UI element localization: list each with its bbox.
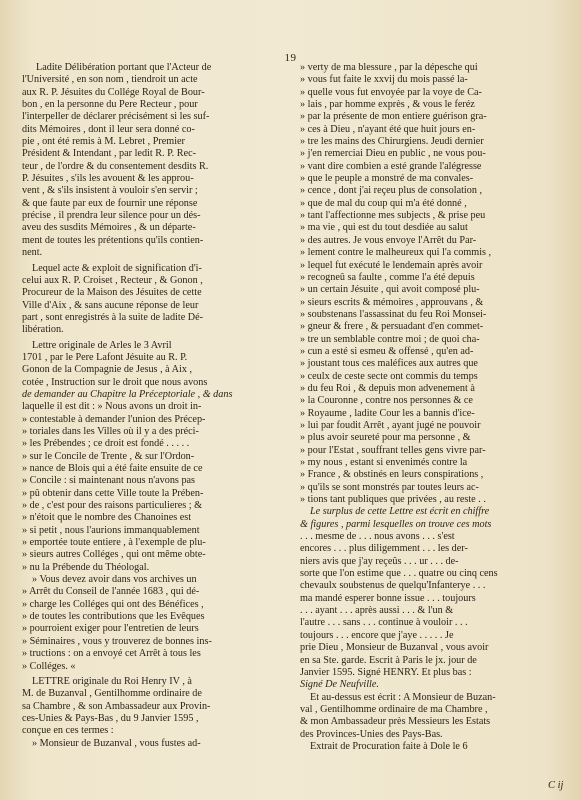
text-line: » Concile : si maintenant nous n'avons pas — [22, 475, 196, 487]
text-line: l'autre . . . sans . . . continue à vouloir . . . — [300, 617, 468, 629]
text-line: de demander au Chapitre la Préceptoriale , & dans — [22, 388, 233, 400]
text-line: » tions tant publiques que privées , au reste . . — [300, 494, 486, 506]
text-line: » lui par foudit Arrêt , ayant jugé ne pouvoir — [300, 419, 481, 431]
text-line: » joustant tous ces maléfices aux autres que — [300, 358, 478, 370]
text-line: » Colléges. « — [22, 660, 76, 672]
right-column — [300, 62, 570, 753]
text-line: & mon Ambassadeur près Messieurs les Estats — [300, 716, 491, 728]
text-line: P. Jésuites , s'ils les avouent & les approu- — [22, 173, 194, 185]
text-line: » par la présente de mon entiere guérison gra- — [300, 111, 487, 123]
text-line: » lais , par homme exprès , & vous le feréz — [300, 99, 475, 111]
text-line: » Séminaires , vous y trouverez de bonnes ins- — [22, 635, 212, 647]
text-line: nent. — [22, 247, 43, 259]
text-line: » un certain Jésuite , qui avoit composé plu- — [300, 284, 480, 296]
text-line: » sieurs autres Colléges , qui ont même obte- — [22, 549, 206, 561]
text-line: Ville d'Aix , & sans aucune réponse de leur — [22, 299, 199, 311]
text-line: Gonon de la Compagnie de Jesus , à Aix , — [22, 364, 193, 376]
text-line: Lequel acte & exploit de signification d'i- — [32, 262, 202, 274]
text-line: » Arrêt du Conseil de l'année 1683 , qui dé- — [22, 586, 200, 598]
signature-mark: C ij — [548, 780, 564, 791]
text-line: » lement contre le malheureux qui l'a commis , — [300, 247, 492, 259]
text-line: niers avis que j'ay reçeûs . . . ur . . . de- — [300, 555, 459, 567]
paragraph-acte — [22, 263, 288, 337]
text-line: » ma vie , qui est du tout desdiée au salut — [300, 222, 468, 234]
text-line: sorte que l'on estime que . . . quatre ou cinq cens — [300, 568, 498, 580]
text-line: » vant dire combien a esté grande l'alégresse — [300, 160, 482, 172]
text-line: bon , en la personne du Pere Recteur , pour — [22, 99, 198, 111]
text-line: LETTRE originale du Roi Henry IV , à — [32, 675, 192, 687]
text-line: précise , il prendra leur silence pour un dés- — [22, 210, 201, 222]
text-line: » cence , dont j'ai reçeu plus de consolation , — [300, 185, 483, 197]
text-line: Procureur de la Maison des Jésuites de cette — [22, 287, 202, 299]
text-line: » la Couronne , contre nos personnes & ce — [300, 395, 473, 407]
text-line: » j'en remerciai Dieu en public , ne vous pou- — [300, 148, 486, 160]
text-line: » Monsieur de Buzanval , vous fustes ad- — [32, 737, 201, 749]
text-line: » France , & obstinés en leurs conspirations , — [300, 469, 484, 481]
text-line: 1701 , par le Pere Lafont Jésuite au R. P. — [22, 351, 188, 363]
text-line: Extrait de Procuration faite à Dole le 6 — [310, 740, 468, 752]
paragraph-procuration — [300, 741, 570, 753]
text-line: » pourroient exiger pour l'entretien de leurs — [22, 623, 199, 635]
text-line: & que faute par eux de fournir une réponse — [22, 197, 198, 209]
text-line: val , Gentilhomme ordinaire de ma Chambre , — [300, 703, 488, 715]
text-line: » tre un semblable contre moi ; de quoi cha- — [300, 333, 480, 345]
text-line: » si petit , nous l'aurions immanquablement — [22, 524, 200, 536]
text-line: Ladite Délibération portant que l'Acteur de — [36, 62, 212, 73]
text-line: » quelle vous fut envoyée par la voye de Ca- — [300, 86, 482, 98]
text-line: Signé De Neufville. — [300, 679, 379, 691]
text-line: » des autres. Je vous envoye l'Arrêt du Par- — [300, 234, 477, 246]
paragraph-lettre-henry — [22, 676, 288, 750]
page-number: 19 — [284, 52, 297, 64]
text-line: » les Prébendes ; ce droit est fondé . . . . . — [22, 438, 190, 450]
text-line: » du feu Roi , & depuis mon advenement à — [300, 382, 475, 394]
text-line: sa Chambre , & son Ambassadeur aux Provin- — [22, 700, 211, 712]
text-line: » vous fut faite le xxvij du mois passé la- — [300, 74, 468, 86]
text-line: » emportée toute entiere , à l'exemple de plu- — [22, 537, 206, 549]
text-line: toujours . . . encore que j'aye . . . . . Je — [300, 629, 454, 641]
text-line: Le surplus de cette Lettre est écrit en chiffre — [310, 506, 490, 518]
text-line: & figures , parmi lesquelles on trouve ces mots — [300, 518, 492, 530]
text-line: » tre les mains des Chirurgiens. Jeudi dernier — [300, 136, 484, 148]
paragraph-lettre-arles — [22, 340, 288, 673]
paragraph-deliberation — [22, 62, 288, 260]
paragraph-lettre-henry-continued — [300, 62, 570, 506]
text-line: . . . mesme de . . . nous avons . . . s'est — [300, 531, 455, 543]
text-line: M. de Buzanval , Gentilhomme ordinaire de — [22, 688, 202, 700]
text-line: dits Mémoires , dont il leur sera donné co- — [22, 123, 195, 135]
text-line: cotée , Instruction sur le droit que nous avons — [22, 376, 208, 388]
text-line: » my nous , estant si envenimés contre la — [300, 457, 468, 468]
text-line: » nance de Blois qui a été faite ensuite de ce — [22, 463, 203, 474]
text-line: » de , c'est pour des raisons particulieres ; & — [22, 500, 203, 512]
paragraph-suscription — [300, 692, 570, 741]
text-line: » cun a esté si esmeu & offensé , qu'en ad- — [300, 345, 474, 357]
text-line: » sur le Concile de Trente , & sur l'Ordon- — [22, 450, 195, 462]
text-line: » Vous devez avoir dans vos archives un — [32, 574, 197, 586]
text-line: pie , ont été remis à M. Lebret , Premier — [22, 136, 185, 148]
text-line: » lequel fut exécuté le lendemain après avoir — [300, 259, 483, 271]
text-line: » plus avoir seureté pour ma personne , & — [300, 432, 471, 444]
text-line: ces-Unies & Pays-Bas , du 9 Janvier 1595 , — [22, 712, 199, 724]
text-line: chevaulx soubstenus de quelqu'Infanterye . . . — [300, 580, 486, 592]
text-line: en sa Ste. garde. Escrit à Paris le jx. jour de — [300, 654, 477, 666]
text-line: l'Université , en son nom , tiendroit un acte — [22, 74, 198, 86]
text-line: aveu des susdits Mémoires , & un départe- — [22, 222, 196, 234]
text-line: l'interpeller de déclarer précisément si les suf- — [22, 111, 210, 123]
paragraph-chiffre — [300, 506, 570, 691]
text-line: » nu la Prébende du Théologal. — [22, 561, 150, 573]
text-line: encores . . . plus diligemment . . . les der- — [300, 543, 468, 555]
text-line: libération. — [22, 324, 64, 336]
text-line: vent , & s'ils insistent à vouloir s'en servir ; — [22, 185, 198, 197]
text-line: » ceulx de ceste secte ont commis du temps — [300, 370, 478, 382]
text-line: prie Dieu , Monsieur de Buzanval , vous avoir — [300, 642, 489, 654]
text-line: des Provinces-Unies des Pays-Bas. — [300, 728, 443, 740]
text-line: » qu'ils se sont monstrés par toutes leurs ac- — [300, 481, 479, 493]
text-line: conçue en ces termes : — [22, 725, 114, 737]
text-line: ment de toutes les prétentions qu'ils contien- — [22, 234, 204, 246]
text-line: ma mandé esperer bonne issue . . . toujours — [300, 592, 476, 604]
text-line: » pû obtenir dans cette Ville toute la Prében- — [22, 487, 204, 499]
text-line: Janvier 1595. Signé HENRY. Et plus bas : — [300, 666, 472, 678]
text-line: » charge les Colléges qui ont des Bénéfices , — [22, 598, 204, 610]
text-line: celui aux R. P. Croiset , Recteur , & Gonon , — [22, 274, 203, 286]
text-line: » que de mal du coup qui m'a été donné , — [300, 197, 467, 209]
text-line: » contestable à demander l'union des Précep- — [22, 413, 206, 425]
text-line: » pour l'Estat , souffrant telles gens vivre par- — [300, 444, 486, 456]
text-line: » sieurs escrits & mémoires , approuvans , & — [300, 296, 484, 308]
text-line: » n'étoit que le nombre des Chanoines est — [22, 512, 192, 524]
left-column — [22, 62, 288, 750]
text-line: aux R. P. Jésuites du Collége Royal de Bour- — [22, 86, 205, 98]
text-line: » verty de ma blessure , par la dépesche qui — [300, 62, 478, 73]
text-line: laquelle il est dit : » Nous avons un droit in- — [22, 401, 202, 413]
text-line: » de toutes les contributions que les Evêques — [22, 611, 205, 623]
text-line: teur , de l'ordre & du consentement desdits R. — [22, 160, 209, 172]
text-line: » gneur & frere , & persuadant d'en commet- — [300, 321, 484, 333]
text-line: Président & Intendant , par ledit R. P. Rec- — [22, 148, 197, 160]
text-line: » que le peuple a monstré de ma convales- — [300, 173, 474, 185]
text-line: Lettre originale de Arles le 3 Avril — [32, 339, 172, 351]
text-line: . . . ayant . . . après aussi . . . & l'un & — [300, 605, 454, 617]
text-line: » ces à Dieu , n'ayant été que huit jours en- — [300, 123, 476, 135]
text-line: Et au-dessus est écrit : A Monsieur de Buzan- — [310, 691, 496, 703]
text-line: » soubstenans l'assassinat du feu Roi Monsei- — [300, 308, 487, 320]
text-line: part , sont enregistrés à la suite de ladite Dé- — [22, 311, 204, 323]
text-line: » recogneû sa faulte , comme l'a été depuis — [300, 271, 475, 283]
text-line: » tant l'affectionne mes subjects , & prise peu — [300, 210, 486, 222]
text-line: » Royaume , ladite Cour les a bannis d'ice- — [300, 407, 475, 419]
text-line: » toriales dans les Villes où il y a des préci- — [22, 425, 199, 437]
text-line: » tructions : on a envoyé cet Arrêt à tous les — [22, 648, 201, 660]
